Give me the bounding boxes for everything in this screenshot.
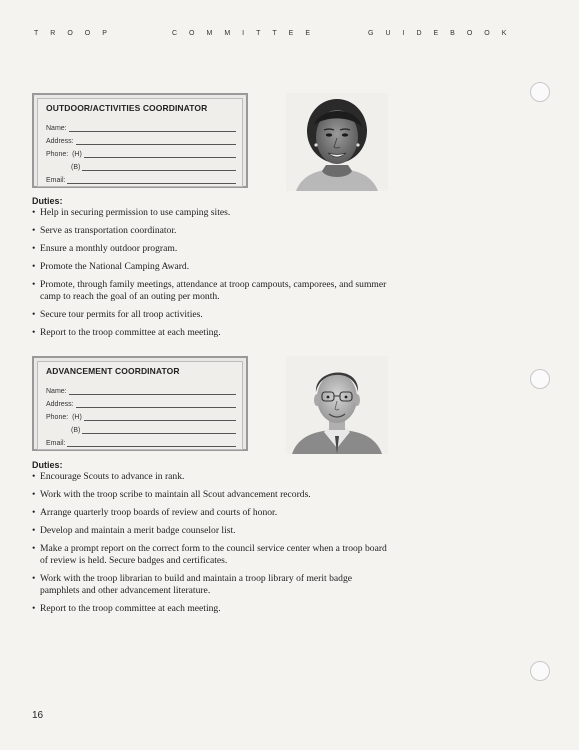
list-item: • Encourage Scouts to advance in rank. [32,471,185,482]
header-left: TROOP [34,30,119,37]
list-item: • Serve as transportation coordinator. [32,225,177,236]
list-item: • Make a prompt report on the correct form to the council service center when a troop board of review is held. Secure badges and certificates. [32,543,387,566]
duties-list [32,207,392,345]
name-field[interactable]: Name: [46,382,236,395]
duties-list [32,471,392,621]
address-field[interactable]: Address: [46,132,236,145]
address-field[interactable]: Address: [46,395,236,408]
list-item: • Report to the troop committee at each meeting. [32,603,221,614]
contact-card [32,93,248,188]
binder-hole-icon [530,369,550,389]
list-item: • Promote, through family meetings, attendance at troop campouts, camporees, and summer camp to reach the goal of an outing per month. [32,279,387,302]
duties-heading: Duties: [32,460,63,470]
list-item: • Report to the troop committee at each meeting. [32,327,221,338]
man-portrait-icon [286,356,388,454]
binder-hole-icon [530,82,550,102]
woman-portrait-icon [286,93,388,191]
email-field[interactable]: Email: [46,434,236,447]
list-item: • Help in securing permission to use camping sites. [32,207,231,218]
header-center: COMMITTEE [172,30,322,37]
phone-home-field[interactable]: Phone: (H) [46,145,236,158]
list-item: • Promote the National Camping Award. [32,261,190,272]
running-header [0,30,579,44]
duties-heading: Duties: [32,196,63,206]
name-field[interactable]: Name: [46,119,236,132]
list-item: • Work with the troop librarian to build and maintain a troop library of merit badge pamphlets and other advancement literature. [32,573,353,596]
card-title: OUTDOOR/ACTIVITIES COORDINATOR [46,103,208,113]
list-item: • Ensure a monthly outdoor program. [32,243,178,254]
list-item: • Develop and maintain a merit badge counselor list. [32,525,236,536]
phone-home-field[interactable]: Phone: (H) [46,408,236,421]
page-number: 16 [32,710,44,721]
contact-card [32,356,248,451]
portrait-photo [286,93,388,191]
card-title: ADVANCEMENT COORDINATOR [46,366,180,376]
portrait-photo [286,356,388,454]
list-item: • Work with the troop scribe to maintain all Scout advancement records. [32,489,311,500]
phone-business-field[interactable]: (B) [46,421,236,434]
phone-business-field[interactable]: (B) [46,158,236,171]
list-item: • Arrange quarterly troop boards of review and courts of honor. [32,507,278,518]
list-item: • Secure tour permits for all troop activities. [32,309,203,320]
binder-hole-icon [530,661,550,681]
email-field[interactable]: Email: [46,171,236,184]
header-right: GUIDEBOOK [368,30,519,37]
